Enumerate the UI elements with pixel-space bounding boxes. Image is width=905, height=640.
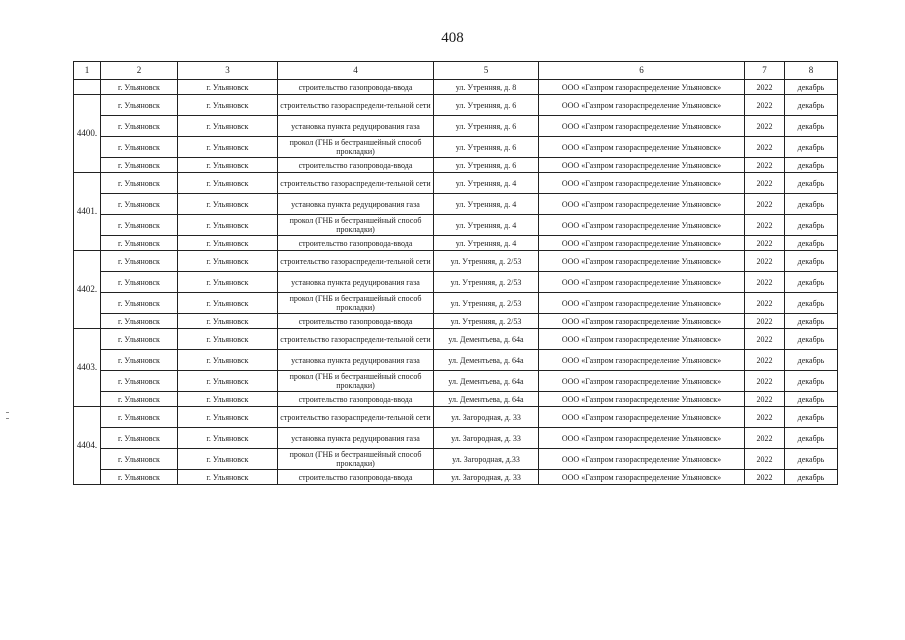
cell-municipality: г. Ульяновск <box>178 173 278 194</box>
cell-month: декабрь <box>785 158 838 173</box>
cell-address: ул. Утренняя, д. 6 <box>434 158 539 173</box>
cell-year: 2022 <box>745 173 785 194</box>
table-row <box>74 194 838 215</box>
cell-address: ул. Дементьева, д. 64а <box>434 392 539 407</box>
cell-year: 2022 <box>745 236 785 251</box>
cell-month: декабрь <box>785 392 838 407</box>
cell-municipality: г. Ульяновск <box>178 392 278 407</box>
group-number: 4401. <box>74 173 101 251</box>
cell-locality: г. Ульяновск <box>101 293 178 314</box>
cell-locality: г. Ульяновск <box>101 137 178 158</box>
table-row <box>74 329 838 350</box>
cell-organization: ООО «Газпром газораспределение Ульяновск» <box>539 158 745 173</box>
cell-address: ул. Загородная, д. 33 <box>434 470 539 485</box>
cell-work-type: прокол (ГНБ и бестраншейный способ прокладки) <box>278 293 434 314</box>
cell-year: 2022 <box>745 95 785 116</box>
cell-address: ул. Утренняя, д. 2/53 <box>434 293 539 314</box>
cell-year: 2022 <box>745 116 785 137</box>
cell-work-type: строительство газораспредели-тельной сети <box>278 251 434 272</box>
cell-work-type: строительство газораспредели-тельной сети <box>278 95 434 116</box>
cell-organization: ООО «Газпром газораспределение Ульяновск» <box>539 116 745 137</box>
cell-address: ул. Загородная, д.33 <box>434 449 539 470</box>
cell-municipality: г. Ульяновск <box>178 215 278 236</box>
cell-locality: г. Ульяновск <box>101 272 178 293</box>
cell-locality: г. Ульяновск <box>101 194 178 215</box>
continuation-row <box>74 80 838 95</box>
cell-work-type: установка пункта редуцирования газа <box>278 350 434 371</box>
cell-work-type: прокол (ГНБ и бестраншейный способ прокладки) <box>278 449 434 470</box>
cell-month: декабрь <box>785 137 838 158</box>
header-row <box>74 62 838 80</box>
group-number: 4402. <box>74 251 101 329</box>
cell-year: 2022 <box>745 350 785 371</box>
cell-locality: г. Ульяновск <box>101 173 178 194</box>
cell-work-type: установка пункта редуцирования газа <box>278 194 434 215</box>
cell-organization: ООО «Газпром газораспределение Ульяновск» <box>539 251 745 272</box>
cell-organization: ООО «Газпром газораспределение Ульяновск» <box>539 449 745 470</box>
table-row <box>74 293 838 314</box>
cell-organization: ООО «Газпром газораспределение Ульяновск» <box>539 371 745 392</box>
cell-address: ул. Утренняя, д. 4 <box>434 215 539 236</box>
table-row <box>74 95 838 116</box>
cell-work-type: строительство газораспредели-тельной сети <box>278 329 434 350</box>
table-row <box>74 251 838 272</box>
page-number: 408 <box>441 30 464 46</box>
cell-organization: ООО «Газпром газораспределение Ульяновск» <box>539 350 745 371</box>
cell-month: декабрь <box>785 173 838 194</box>
table-row <box>74 215 838 236</box>
cell-month: декабрь <box>785 314 838 329</box>
cell-year: 2022 <box>745 272 785 293</box>
cell-work-type: установка пункта редуцирования газа <box>278 116 434 137</box>
cell-locality: г. Ульяновск <box>101 158 178 173</box>
cell-year: 2022 <box>745 428 785 449</box>
cell-organization: ООО «Газпром газораспределение Ульяновск» <box>539 215 745 236</box>
cell-locality: г. Ульяновск <box>101 428 178 449</box>
cell-work-type: строительство газораспредели-тельной сети <box>278 173 434 194</box>
cell-month: декабрь <box>785 236 838 251</box>
cell-organization: ООО «Газпром газораспределение Ульяновск» <box>539 329 745 350</box>
cell-year: 2022 <box>745 470 785 485</box>
cell-locality: г. Ульяновск <box>101 251 178 272</box>
cell-address: ул. Утренняя, д. 2/53 <box>434 272 539 293</box>
cell-organization: ООО «Газпром газораспределение Ульяновск» <box>539 95 745 116</box>
binder-mark <box>6 418 9 419</box>
table-row <box>74 116 838 137</box>
group-number: 4403. <box>74 329 101 407</box>
cell-month: декабрь <box>785 116 838 137</box>
column-header: 3 <box>178 62 278 80</box>
cell-locality: г. Ульяновск <box>101 215 178 236</box>
cell-locality: г. Ульяновск <box>101 329 178 350</box>
cell-locality: г. Ульяновск <box>101 470 178 485</box>
table-row <box>74 158 838 173</box>
cell-month: декабрь <box>785 251 838 272</box>
cell-month: декабрь <box>785 428 838 449</box>
cell-year: 2022 <box>745 251 785 272</box>
cell-municipality: г. Ульяновск <box>178 137 278 158</box>
cell-year: 2022 <box>745 215 785 236</box>
cell-work-type: строительство газопровода-ввода <box>278 392 434 407</box>
cell-year: 2022 <box>745 293 785 314</box>
cell-month: декабрь <box>785 272 838 293</box>
cell-work-type: строительство газопровода-ввода <box>278 314 434 329</box>
cell-municipality: г. Ульяновск <box>178 329 278 350</box>
cell-address: ул. Утренняя, д. 2/53 <box>434 314 539 329</box>
column-header: 2 <box>101 62 178 80</box>
cell-address: ул. Загородная, д. 33 <box>434 407 539 428</box>
table-row <box>74 428 838 449</box>
cell-month: декабрь <box>785 293 838 314</box>
cell-address: ул. Утренняя, д. 4 <box>434 173 539 194</box>
column-header: 4 <box>278 62 434 80</box>
cell-municipality: г. Ульяновск <box>178 116 278 137</box>
cell-locality: г. Ульяновск <box>101 407 178 428</box>
cell-municipality: г. Ульяновск <box>178 95 278 116</box>
table-row <box>74 314 838 329</box>
cell-month: декабрь <box>785 95 838 116</box>
table-row <box>74 350 838 371</box>
cell-year: 2022 <box>745 158 785 173</box>
binder-mark <box>6 412 9 413</box>
cell-municipality: г. Ульяновск <box>178 371 278 392</box>
registry-table <box>73 61 838 485</box>
cell-work-type: установка пункта редуцирования газа <box>278 428 434 449</box>
cell-address: ул. Утренняя, д. 4 <box>434 194 539 215</box>
cell-municipality: г. Ульяновск <box>178 428 278 449</box>
cell-municipality: г. Ульяновск <box>178 449 278 470</box>
cell-year: 2022 <box>745 449 785 470</box>
cell-year: 2022 <box>745 80 785 95</box>
cell-year: 2022 <box>745 371 785 392</box>
cell-address: ул. Утренняя, д. 6 <box>434 95 539 116</box>
cell-work-type: строительство газопровода-ввода <box>278 80 434 95</box>
cell-locality: г. Ульяновск <box>101 236 178 251</box>
cell-organization: ООО «Газпром газораспределение Ульяновск» <box>539 407 745 428</box>
cell-organization: ООО «Газпром газораспределение Ульяновск» <box>539 470 745 485</box>
cell-address: ул. Загородная, д. 33 <box>434 428 539 449</box>
cell-municipality: г. Ульяновск <box>178 80 278 95</box>
cell-municipality: г. Ульяновск <box>178 350 278 371</box>
cell-municipality: г. Ульяновск <box>178 236 278 251</box>
cell-work-type: строительство газопровода-ввода <box>278 158 434 173</box>
column-header: 8 <box>785 62 838 80</box>
cell-organization: ООО «Газпром газораспределение Ульяновск» <box>539 392 745 407</box>
cell-address: ул. Утренняя, д. 8 <box>434 80 539 95</box>
cell-address: ул. Утренняя, д. 6 <box>434 116 539 137</box>
cell-month: декабрь <box>785 329 838 350</box>
cell-month: декабрь <box>785 371 838 392</box>
cell-work-type: прокол (ГНБ и бестраншейный способ прокладки) <box>278 371 434 392</box>
cell-locality: г. Ульяновск <box>101 392 178 407</box>
table-row <box>74 449 838 470</box>
cell-work-type: установка пункта редуцирования газа <box>278 272 434 293</box>
cell-municipality: г. Ульяновск <box>178 407 278 428</box>
cell-month: декабрь <box>785 350 838 371</box>
cell-organization: ООО «Газпром газораспределение Ульяновск» <box>539 80 745 95</box>
cell-address: ул. Утренняя, д. 6 <box>434 137 539 158</box>
table-row <box>74 272 838 293</box>
cell-locality: г. Ульяновск <box>101 95 178 116</box>
cell-municipality: г. Ульяновск <box>178 251 278 272</box>
cell-municipality: г. Ульяновск <box>178 158 278 173</box>
cell-organization: ООО «Газпром газораспределение Ульяновск» <box>539 236 745 251</box>
cell-work-type: строительство газопровода-ввода <box>278 470 434 485</box>
cell-month: декабрь <box>785 215 838 236</box>
cell-address: ул. Утренняя, д. 4 <box>434 236 539 251</box>
cell-year: 2022 <box>745 137 785 158</box>
cell-work-type: строительство газопровода-ввода <box>278 236 434 251</box>
cell-address: ул. Утренняя, д. 2/53 <box>434 251 539 272</box>
cell-locality: г. Ульяновск <box>101 371 178 392</box>
table-row <box>74 236 838 251</box>
cell-year: 2022 <box>745 392 785 407</box>
cell-month: декабрь <box>785 407 838 428</box>
group-number: 4400. <box>74 95 101 173</box>
cell-month: декабрь <box>785 470 838 485</box>
cell-municipality: г. Ульяновск <box>178 272 278 293</box>
cell-locality: г. Ульяновск <box>101 314 178 329</box>
cell-organization: ООО «Газпром газораспределение Ульяновск» <box>539 137 745 158</box>
number-cell <box>74 80 101 95</box>
cell-address: ул. Дементьева, д. 64а <box>434 329 539 350</box>
cell-month: декабрь <box>785 194 838 215</box>
table-row <box>74 470 838 485</box>
cell-year: 2022 <box>745 314 785 329</box>
cell-organization: ООО «Газпром газораспределение Ульяновск» <box>539 293 745 314</box>
cell-organization: ООО «Газпром газораспределение Ульяновск» <box>539 194 745 215</box>
cell-locality: г. Ульяновск <box>101 449 178 470</box>
cell-address: ул. Дементьева, д. 64а <box>434 371 539 392</box>
cell-year: 2022 <box>745 194 785 215</box>
cell-locality: г. Ульяновск <box>101 116 178 137</box>
cell-locality: г. Ульяновск <box>101 80 178 95</box>
table-row <box>74 371 838 392</box>
cell-organization: ООО «Газпром газораспределение Ульяновск» <box>539 428 745 449</box>
cell-municipality: г. Ульяновск <box>178 194 278 215</box>
column-header: 1 <box>74 62 101 80</box>
table-row <box>74 392 838 407</box>
column-header: 7 <box>745 62 785 80</box>
cell-organization: ООО «Газпром газораспределение Ульяновск» <box>539 272 745 293</box>
cell-municipality: г. Ульяновск <box>178 470 278 485</box>
cell-year: 2022 <box>745 407 785 428</box>
cell-month: декабрь <box>785 80 838 95</box>
cell-organization: ООО «Газпром газораспределение Ульяновск» <box>539 314 745 329</box>
table-row <box>74 137 838 158</box>
cell-work-type: прокол (ГНБ и бестраншейный способ прокладки) <box>278 137 434 158</box>
column-header: 5 <box>434 62 539 80</box>
column-header: 6 <box>539 62 745 80</box>
cell-locality: г. Ульяновск <box>101 350 178 371</box>
cell-work-type: строительство газораспредели-тельной сети <box>278 407 434 428</box>
cell-organization: ООО «Газпром газораспределение Ульяновск» <box>539 173 745 194</box>
table-row <box>74 173 838 194</box>
cell-municipality: г. Ульяновск <box>178 293 278 314</box>
cell-year: 2022 <box>745 329 785 350</box>
cell-address: ул. Дементьева, д. 64а <box>434 350 539 371</box>
cell-work-type: прокол (ГНБ и бестраншейный способ прокладки) <box>278 215 434 236</box>
group-number: 4404. <box>74 407 101 485</box>
cell-month: декабрь <box>785 449 838 470</box>
table-row <box>74 407 838 428</box>
cell-municipality: г. Ульяновск <box>178 314 278 329</box>
